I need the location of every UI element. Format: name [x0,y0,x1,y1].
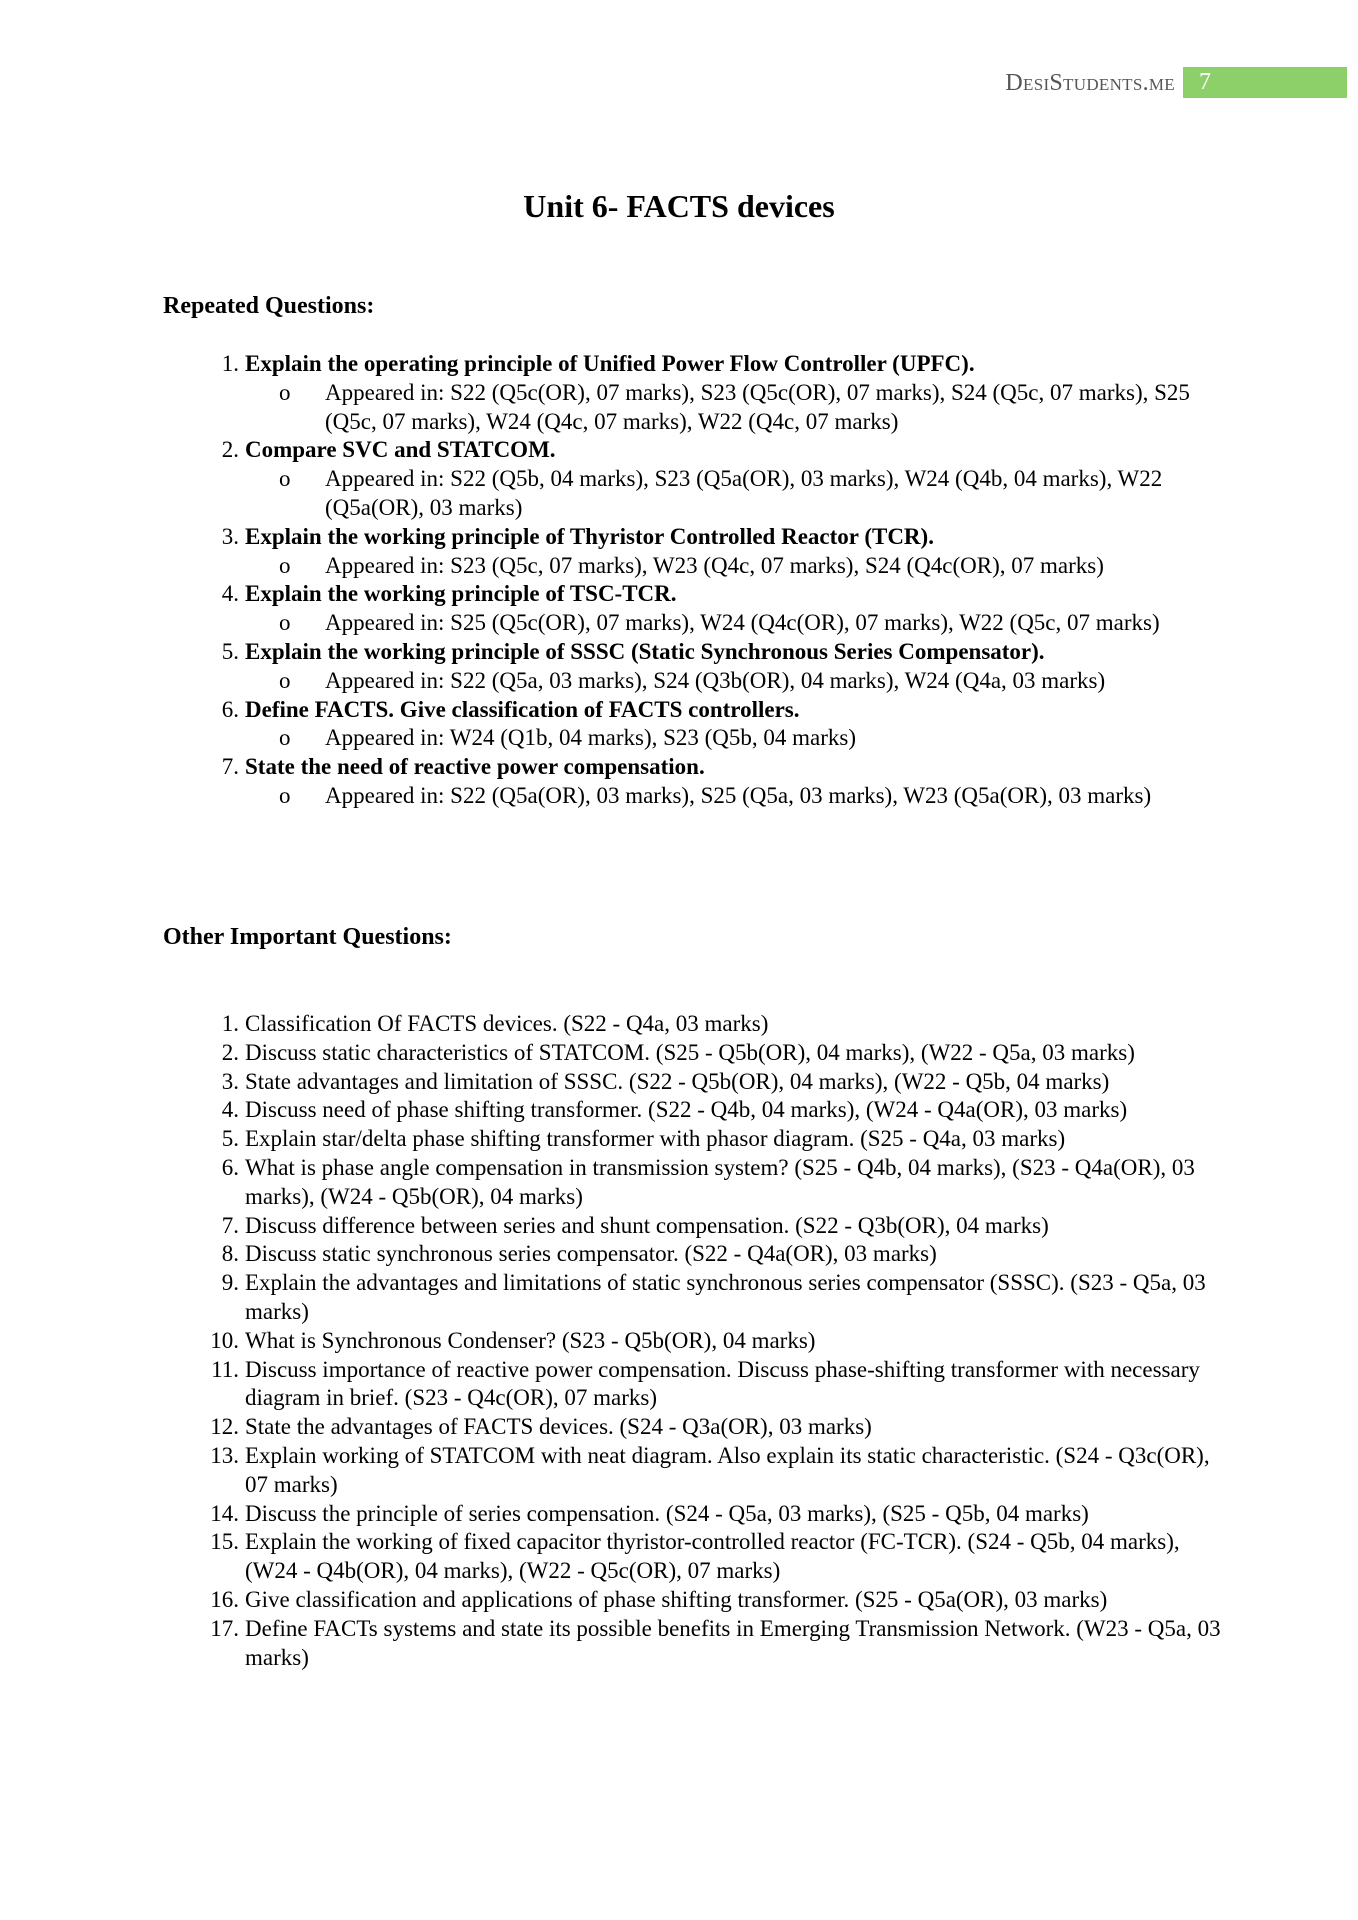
question-text: What is Synchronous Condenser? (S23 - Q5b(OR), 04 marks) [245,1327,816,1353]
list-item [163,1500,1223,1529]
list-item [163,1125,1223,1154]
question-text: Discuss difference between series and shunt compensation. (S22 - Q3b(OR), 04 marks) [245,1212,1049,1238]
repeated-questions-list [163,350,1223,811]
question-text: Explain the working of fixed capacitor thyristor-controlled reactor (FC-TCR). (S24 - Q5b, 04 marks), (W24 - Q4b(OR), 04 marks), (W22 - Q5c(OR), 07 marks) [245,1529,1180,1584]
list-item [163,1010,1223,1039]
question-text: Define FACTS. Give classification of FACTS controllers. [245,696,800,722]
page-title: Unit 6- FACTS devices [523,188,835,224]
item-number: 5. [221,1126,239,1152]
appeared-text: Appeared in: S22 (Q5a, 03 marks), S24 (Q3b(OR), 04 marks), W24 (Q4a, 03 marks) [325,667,1106,693]
question-text: Compare SVC and STATCOM. [245,437,556,463]
list-item [163,436,1223,522]
item-number: 6. [221,696,239,722]
list-item [163,696,1223,754]
list-item [163,1586,1223,1615]
question-text: Classification Of FACTS devices. (S22 - Q4a, 03 marks) [245,1011,769,1036]
item-number: 10. [210,1327,239,1353]
appeared-in [245,552,1223,581]
item-number: 17. [210,1615,239,1641]
appeared-in [245,609,1223,638]
header-site-name: DesiStudents.me [1005,70,1175,96]
item-number: 14. [210,1500,239,1526]
question-text: What is phase angle compensation in transmission system? (S25 - Q4b, 04 marks), (S23 - Q4a(OR), 03 marks), (W24 - Q5b(OR), 04 marks) [245,1154,1195,1209]
list-item [163,753,1223,811]
list-item [163,1068,1223,1097]
question-text: Discuss static characteristics of STATCOM. (S25 - Q5b(OR), 04 marks), (W22 - Q5a, 03 marks) [245,1039,1135,1065]
question-text: Define FACTs systems and state its possible benefits in Emerging Transmission Network. (W23 - Q5a, 03 marks) [245,1615,1221,1670]
list-item [163,523,1223,581]
question-text: State advantages and limitation of SSSC. (S22 - Q5b(OR), 04 marks), (W22 - Q5b, 04 marks) [245,1068,1110,1094]
question-text: State the need of reactive power compensation. [245,754,705,780]
bullet-icon: o [279,610,291,636]
bullet-icon: o [279,466,291,492]
item-number: 6. [221,1154,239,1180]
other-questions-heading: Other Important Questions: [163,924,452,950]
appeared-text: Appeared in: S23 (Q5c, 07 marks), W23 (Q4c, 07 marks), S24 (Q4c(OR), 07 marks) [325,552,1104,578]
question-text: Explain the advantages and limitations of static synchronous series compensator (SSSC). (S23 - Q5a, 03 marks) [245,1270,1206,1324]
list-item [163,1442,1223,1500]
item-number: 7. [221,754,239,780]
question-text: Discuss the principle of series compensation. (S24 - Q5a, 03 marks), (S25 - Q5b, 04 marks) [245,1500,1089,1526]
repeated-questions-heading: Repeated Questions: [163,293,375,319]
appeared-in [245,465,1223,523]
item-number: 2. [221,437,239,463]
list-item [163,1212,1223,1241]
bullet-icon: o [279,725,291,751]
item-number: 1. [221,1011,239,1036]
item-number: 15. [210,1529,239,1555]
question-text: Discuss importance of reactive power compensation. Discuss phase-shifting transformer with necessary diagram in brief. (S23 - Q4c(OR), 07 marks) [245,1356,1200,1411]
question-text: Give classification and applications of phase shifting transformer. (S25 - Q5a(OR), 03 marks) [245,1586,1108,1612]
page-number: 7 [1183,67,1347,98]
bullet-icon: o [279,667,291,693]
bullet-icon: o [279,552,291,578]
appeared-in [245,667,1223,696]
appeared-text: Appeared in: S22 (Q5b, 04 marks), S23 (Q5a(OR), 03 marks), W24 (Q4b, 04 marks), W22 (Q5a(OR), 03 marks) [325,466,1163,520]
appeared-text: Appeared in: S22 (Q5c(OR), 07 marks), S23 (Q5c(OR), 07 marks), S24 (Q5c, 07 marks), S25 (Q5c, 07 marks), W24 (Q4c, 07 marks), W22 (Q4c, 07 marks) [325,379,1190,434]
list-item [163,1615,1223,1673]
item-number: 12. [210,1414,239,1440]
question-text: Explain the working principle of Thyristor Controlled Reactor (TCR). [245,523,934,549]
item-number: 5. [221,638,239,664]
list-item [163,1356,1223,1414]
list-item [163,1528,1223,1586]
bullet-icon: o [279,782,291,808]
item-number: 13. [210,1442,239,1468]
item-number: 8. [221,1241,239,1267]
list-item [163,1413,1223,1442]
item-number: 1. [221,351,239,376]
question-text: Discuss static synchronous series compensator. (S22 - Q4a(OR), 03 marks) [245,1241,937,1267]
item-number: 16. [210,1586,239,1612]
list-item [163,1269,1223,1327]
list-item [163,350,1223,436]
question-text: Explain the working principle of TSC-TCR. [245,581,677,607]
bullet-icon: o [279,379,291,405]
item-number: 11. [211,1356,239,1382]
question-text: Explain star/delta phase shifting transformer with phasor diagram. (S25 - Q4a, 03 marks) [245,1126,1066,1152]
appeared-in [245,379,1223,437]
list-item [163,1327,1223,1356]
list-item [163,1039,1223,1068]
appeared-in [245,782,1223,811]
item-number: 3. [221,1068,239,1094]
list-item [163,1154,1223,1212]
item-number: 9. [221,1270,239,1296]
other-questions-list [163,1010,1223,1672]
question-text: Explain working of STATCOM with neat diagram. Also explain its static characteristic. (S24 - Q3c(OR), 07 marks) [245,1442,1210,1497]
list-item [163,1096,1223,1125]
question-text: Explain the operating principle of Unified Power Flow Controller (UPFC). [245,351,975,376]
question-text: State the advantages of FACTS devices. (S24 - Q3a(OR), 03 marks) [245,1414,872,1440]
appeared-text: Appeared in: W24 (Q1b, 04 marks), S23 (Q5b, 04 marks) [325,725,857,751]
item-number: 4. [221,581,239,607]
appeared-in [245,724,1223,753]
list-item [163,580,1223,638]
item-number: 4. [221,1097,239,1123]
question-text: Discuss need of phase shifting transformer. (S22 - Q4b, 04 marks), (W24 - Q4a(OR), 03 marks) [245,1097,1128,1123]
list-item [163,1240,1223,1269]
item-number: 7. [221,1212,239,1238]
question-text: Explain the working principle of SSSC (Static Synchronous Series Compensator). [245,638,1045,664]
appeared-text: Appeared in: S22 (Q5a(OR), 03 marks), S25 (Q5a, 03 marks), W23 (Q5a(OR), 03 marks) [325,782,1152,808]
item-number: 3. [221,523,239,549]
appeared-text: Appeared in: S25 (Q5c(OR), 07 marks), W24 (Q4c(OR), 07 marks), W22 (Q5c, 07 marks) [325,610,1160,636]
item-number: 2. [221,1039,239,1065]
list-item [163,638,1223,696]
